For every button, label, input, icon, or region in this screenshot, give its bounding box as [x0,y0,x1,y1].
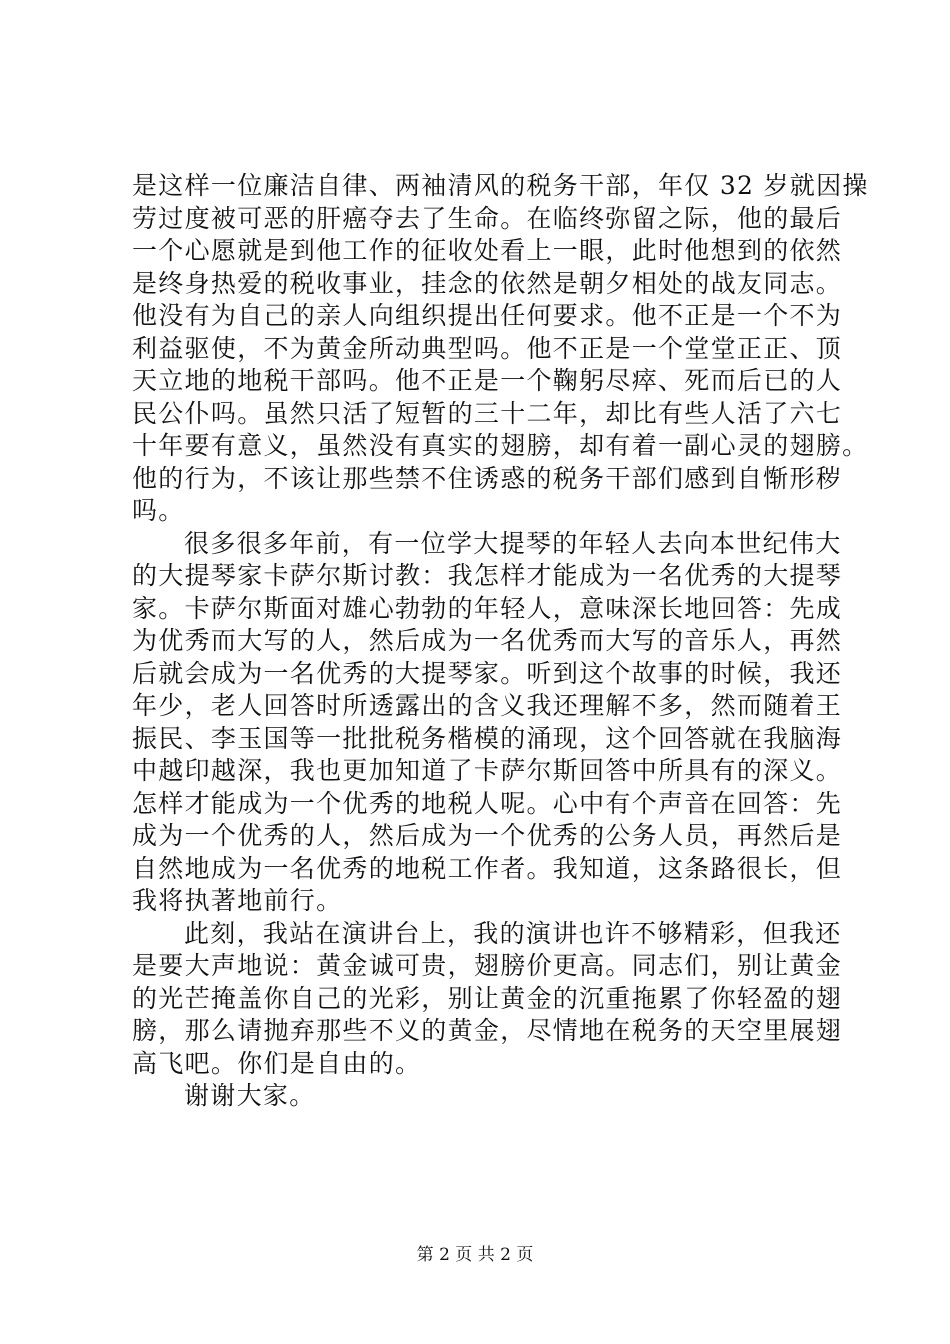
text-line: 很多很多年前，有一位学大提琴的年轻人去向本世纪伟大 [184,528,842,558]
page-footer: 第 2 页 共 2 页 [416,1245,534,1265]
speech-body-text [132,170,869,1113]
text-line: 是终身热爱的税收事业，挂念的依然是朝夕相处的战友同志。 [132,268,843,298]
text-line: 自然地成为一名优秀的地税工作者。我知道，这条路很长，但 [132,853,843,883]
text-line: 民公仆吗。虽然只活了短暂的三十二年，却比有些人活了六七 [132,398,843,428]
text-line: 家。卡萨尔斯面对雄心勃勃的年轻人，意味深长地回答：先成 [132,593,843,623]
text-line: 为优秀而大写的人，然后成为一名优秀而大写的音乐人，再然 [132,626,843,655]
text-line: 年少，老人回答时所透露出的含义我还理解不多，然而随着王 [132,691,843,720]
text-line: 膀，那么请抛弃那些不义的黄金，尽情地在税务的天空里展翅 [132,1016,843,1045]
text-line: 吗。 [132,496,185,525]
text-line: 利益驱使，不为黄金所动典型吗。他不正是一个堂堂正正、顶 [132,333,843,363]
text-line: 振民、李玉国等一批批税务楷模的涌现，这个回答就在我脑海 [132,723,843,753]
text-line: 后就会成为一名优秀的大提琴家。听到这个故事的时候，我还 [132,658,843,688]
text-line: 天立地的地税干部吗。他不正是一个鞠躬尽瘁、死而后已的人 [132,366,843,395]
text-line: 是要大声地说：黄金诚可贵，翅膀价更高。同志们，别让黄金 [132,951,843,980]
text-line: 劳过度被可恶的肝癌夺去了生命。在临终弥留之际，他的最后 [132,203,843,233]
text-line: 此刻，我站在演讲台上，我的演讲也许不够精彩，但我还 [184,918,842,948]
text-line: 的光芒掩盖你自己的光彩，别让黄金的沉重拖累了你轻盈的翅 [132,983,843,1013]
text-line: 中越印越深，我也更加知道了卡萨尔斯回答中所具有的深义。 [132,756,843,785]
text-line: 的大提琴家卡萨尔斯讨教：我怎样才能成为一名优秀的大提琴 [132,561,843,590]
text-line: 高飞吧。你们是自由的。 [132,1048,422,1078]
text-line: 一个心愿就是到他工作的征收处看上一眼，此时他想到的依然 [132,236,843,265]
text-line: 十年要有意义，虽然没有真实的翅膀，却有着一副心灵的翅膀。 [132,431,869,460]
text-line: 谢谢大家。 [184,1081,316,1110]
text-line: 他的行为，不该让那些禁不住诱惑的税务干部们感到自惭形秽 [132,463,843,493]
text-line: 是这样一位廉洁自律、两袖清风的税务干部，年仅 32 岁就因操 [132,171,869,200]
text-line: 成为一个优秀的人，然后成为一个优秀的公务人员，再然后是 [132,821,843,850]
text-line: 我将执著地前行。 [132,886,343,915]
text-line: 他没有为自己的亲人向组织提出任何要求。他不正是一个不为 [132,301,843,330]
text-line: 怎样才能成为一个优秀的地税人呢。心中有个声音在回答：先 [132,788,843,818]
